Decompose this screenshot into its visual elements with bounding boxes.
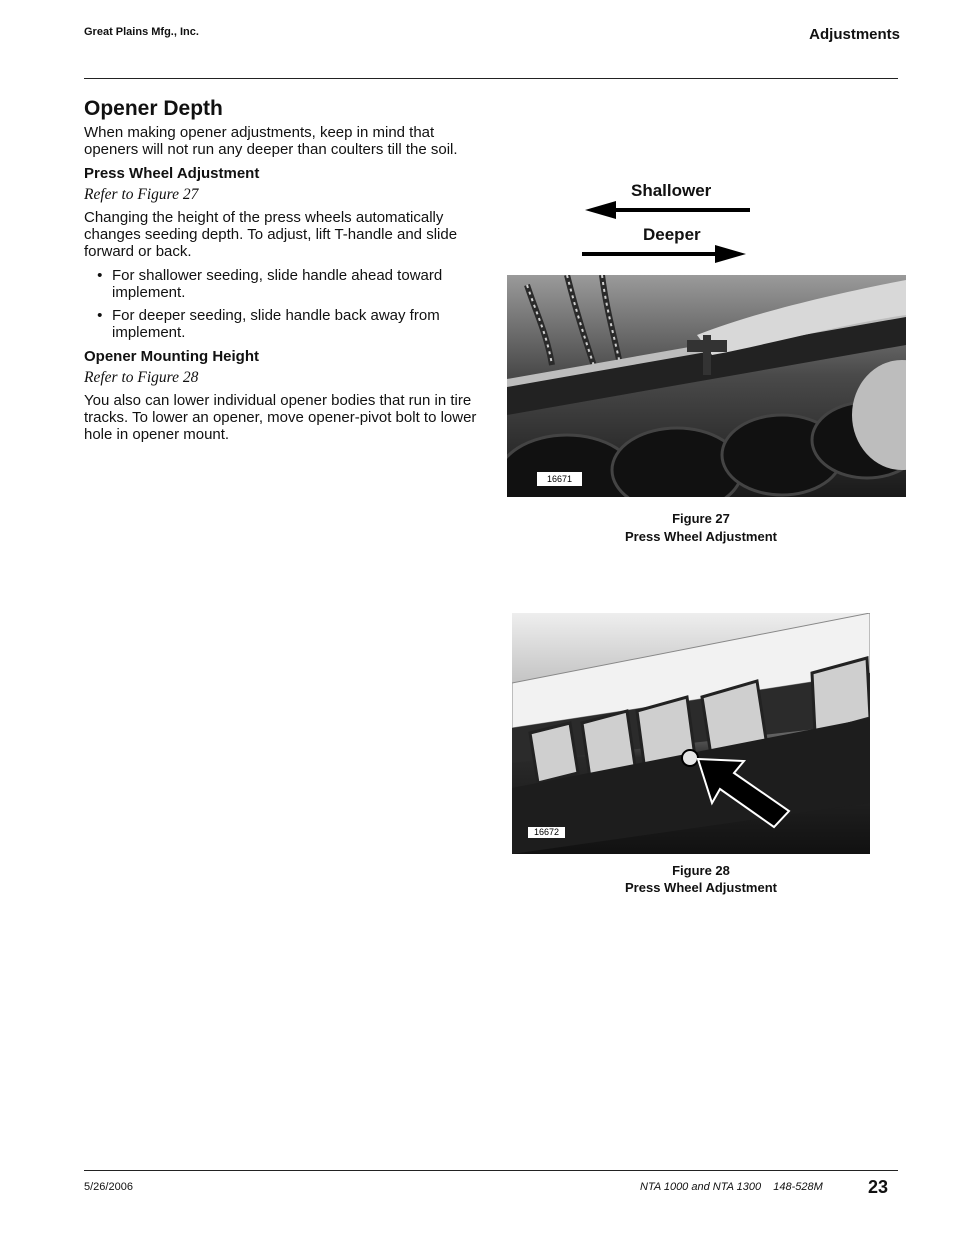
shallower-label: Shallower <box>631 181 712 200</box>
bullet-icon: • <box>97 267 103 284</box>
right-arrow-icon <box>582 245 746 263</box>
figure-27-photo <box>507 275 906 497</box>
bullet-text: For shallower seeding, slide handle ahead toward implement. <box>112 267 443 301</box>
press-wheel-heading: Press Wheel Adjustment <box>84 165 260 182</box>
footer-rule <box>84 1170 898 1171</box>
deeper-label: Deeper <box>643 225 701 244</box>
list-item <box>84 267 479 301</box>
figure-28-number: Figure 28 <box>672 863 730 878</box>
figure-28-id: 16672 <box>528 827 565 838</box>
press-wheel-paragraph: Changing the height of the press wheels automatically changes seeding depth. To adjust, lift T-handle and slide forward or back. <box>84 209 458 260</box>
mounting-heading: Opener Mounting Height <box>84 348 259 365</box>
list-item <box>84 307 479 341</box>
press-wheel-figure-ref: Refer to Figure 27 <box>84 186 199 203</box>
press-wheel-bullets <box>84 267 479 341</box>
bullet-text: For deeper seeding, slide handle back away from implement. <box>112 307 440 341</box>
bullet-icon: • <box>97 307 103 324</box>
figure-28-photo <box>512 613 870 854</box>
mounting-figure-ref: Refer to Figure 28 <box>84 369 199 386</box>
header-section: Adjustments <box>809 26 900 43</box>
figure-28-caption: Press Wheel Adjustment <box>625 880 777 895</box>
page-title: Opener Depth <box>84 97 223 120</box>
footer-document-id: NTA 1000 and NTA 1300 148-528M <box>640 1181 823 1193</box>
intro-paragraph: When making opener adjustments, keep in mind that openers will not run any deeper than coulters till the soil. <box>84 124 458 158</box>
footer-date: 5/26/2006 <box>84 1181 133 1193</box>
mounting-paragraph: You also can lower individual opener bodies that run in tire tracks. To lower an opener, move opener-pivot bolt to lower hole in opener mount. <box>84 392 477 443</box>
page-number: 23 <box>867 1177 888 1197</box>
left-arrow-icon <box>585 201 750 219</box>
header-rule <box>84 78 898 79</box>
figure-27-id: 16671 <box>537 472 582 486</box>
figure-27-caption: Press Wheel Adjustment <box>625 529 777 544</box>
figure-27-number: Figure 27 <box>672 511 730 526</box>
header-company: Great Plains Mfg., Inc. <box>84 26 199 38</box>
left-column <box>84 96 479 450</box>
